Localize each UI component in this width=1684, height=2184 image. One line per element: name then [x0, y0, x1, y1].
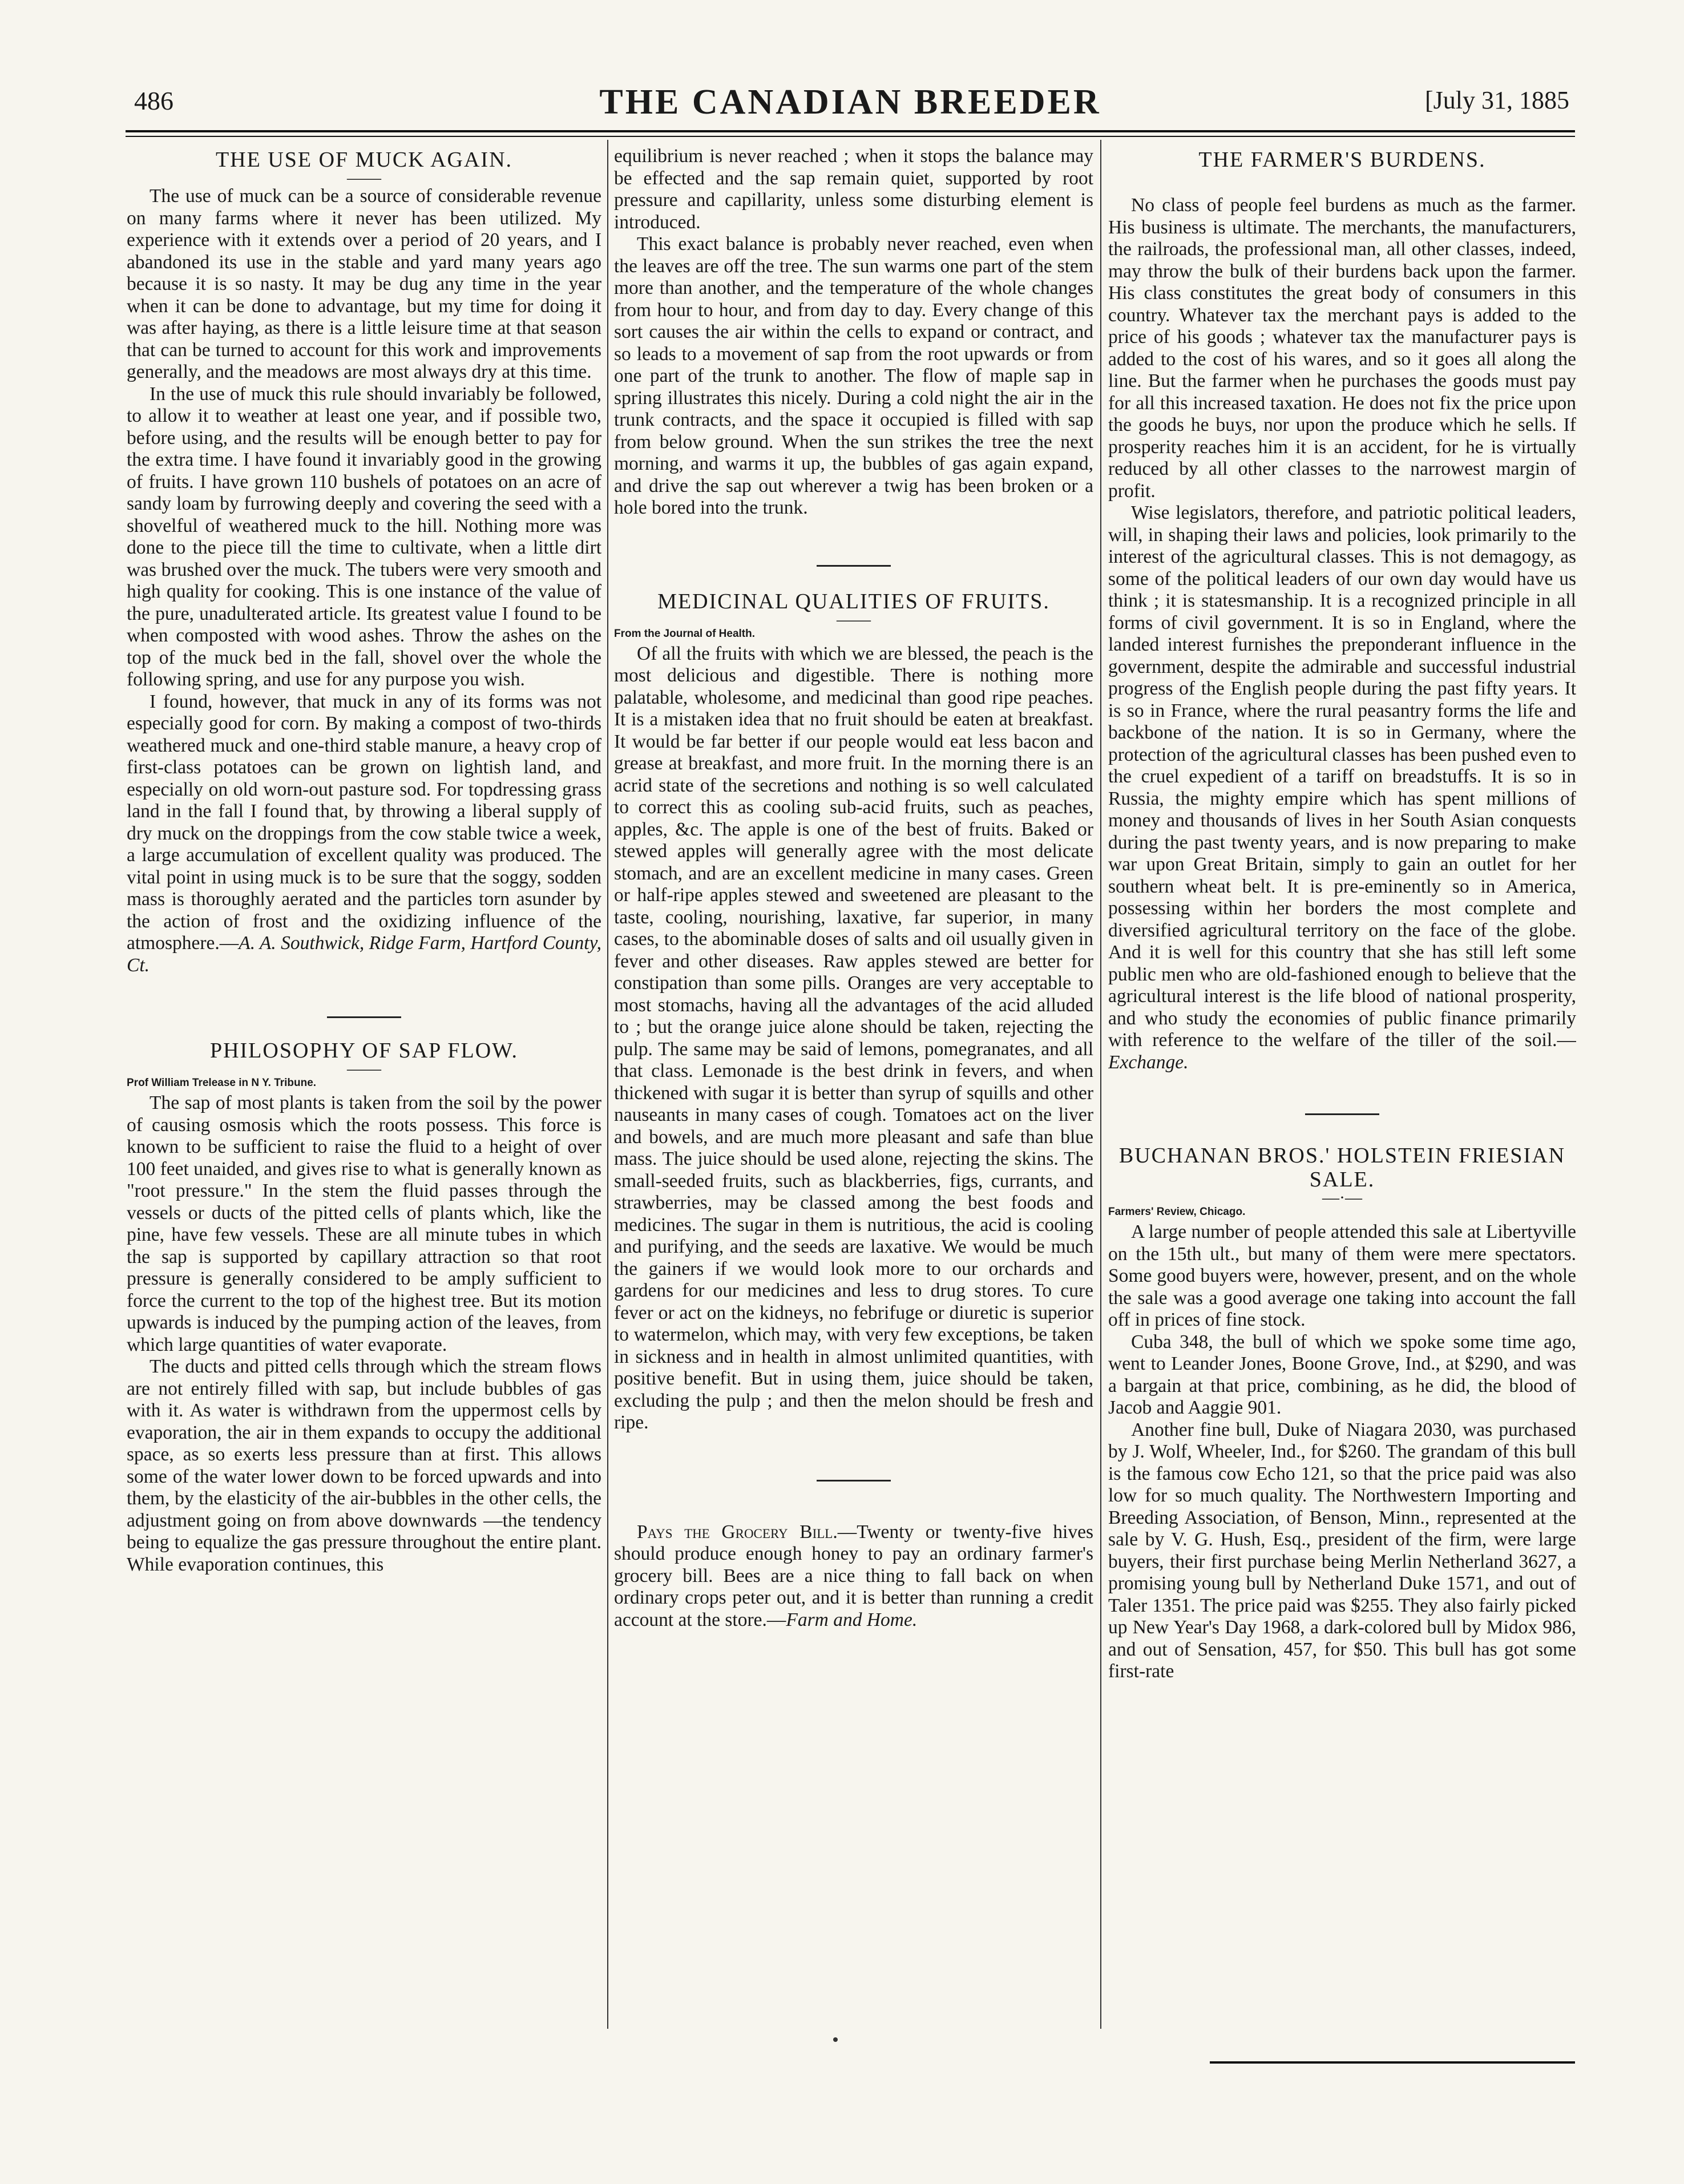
- column-3: [1108, 146, 1576, 2029]
- footer-rule: [1210, 2061, 1575, 2064]
- article-source: From the Journal of Health.: [614, 627, 756, 640]
- heading-dash: ——: [837, 609, 871, 629]
- article-separator: [817, 1480, 891, 1481]
- article-separator: [1305, 1113, 1379, 1115]
- article-signature: Farm and Home.: [786, 1609, 918, 1630]
- column-divider-2: [1100, 140, 1101, 2029]
- article-heading-farmers-burdens: THE FARMER'S BURDENS.: [1198, 148, 1486, 172]
- paragraph: I found, however, that muck in any of its forms was not especially good for corn. By making a compost of two-thirds weathered muck and one-third stable manure, a heavy crop of first-class potatoes can be grown on lightish land, and especially on old worn-out pasture sod. For topdressing grass land in the fall I found that, by throwing a liberal supply of dry muck on the droppings from the cow stable twice a week, a large accumulation of excellent quality was produced. The vital point in using muck is to be sure that the soggy, sodden mass is thoroughly aerated and the particles torn asunder by the action of frost and the oxidizing influence of the atmosphere.—A. A. Southwick, Ridge Farm, Hartford County, Ct.: [127, 691, 601, 976]
- paragraph: The use of muck can be a source of considerable revenue on many farms where it never has been utilized. My experience with it extends over a period of 20 years, and I abandoned its use in the stable and yard many years ago because it is so nasty. It may be dug any time in the year when it can be done to advantage, but my time for doing it was after haying, as there is a little leisure time at that season that can be turned to account for this work and improvements generally, and the meadows are most always dry at this time.: [127, 185, 601, 382]
- article-heading-fruits: MEDICINAL QUALITIES OF FRUITS.: [657, 589, 1050, 613]
- column-1: [127, 146, 601, 2029]
- paragraph: The sap of most plants is taken from the soil by the power of causing osmosis which the roots possess. This force is known to be sufficient to raise the fluid to a height of over 100 feet unaided, and gives rise to what is generally known as "root pressure." In the stem the fluid passes through the vessels or ducts of the pitted cells of plants which, like the pine, have few vessels. These are all minute tubes in which the sap is supported by capillary attraction so that root pressure is generally considered to be amply sufficient to force the current to the top of the highest tree. But its motion upwards is induced by the pumping action of the leaves, from which large quantities of water evaporate.: [127, 1092, 601, 1355]
- paragraph: The ducts and pitted cells through which the stream flows are not entirely filled with sap, but include bubbles of gas with it. As water is withdrawn from the uppermost cells by evaporation, the air in them expands to occupy the additional space, as so exerts less pressure than at first. This allows some of the water lower down to be forced upwards and into them, by the elasticity of the air-bubbles in the other cells, the adjustment going on from above downwards —the tendency being to equalize the gas pressure throughout the entire plant. While evaporation continues, this: [127, 1356, 601, 1575]
- newspaper-title: THE CANADIAN BREEDER: [599, 83, 1101, 122]
- paragraph: This exact balance is probably never reached, even when the leaves are off the tree. The sun warms one part of the stem more than another, and the temperature of the whole changes from hour to hour, and from day to day. Every change of this sort causes the air within the cells to expand or contract, and so leads to a movement of sap from the root upwards or from one part of the trunk to another. The flow of maple sap in spring illustrates this nicely. During a cold night the air in the trunk contracts, and the space it occupied is filled with sap from below ground. When the sun strikes the tree the next morning, and warms it up, the bubbles of gas again expand, and drive the sap out wherever a twig has been broken or a hole bored into the trunk.: [614, 233, 1093, 518]
- paragraph: Cuba 348, the bull of which we spoke some time ago, went to Leander Jones, Boone Grove, Ind., at $290, and was a bargain at that price, combining, as he did, the blood of Jacob and Aaggie 901.: [1108, 1331, 1576, 1418]
- masthead: [128, 83, 1572, 126]
- paragraph: Of all the fruits with which we are blessed, the peach is the most delicious and digestible. There is nothing more palatable, wholesome, and medicinal than good ripe peaches. It is a mistaken idea that no fruit should be eaten at breakfast. It would be far better if our people would eat less bacon and grease at breakfast, and more fruit. In the morning there is an acrid state of the secretions and nothing is so well calculated to correct this as cooling sub-acid fruits, such as peaches, apples, &c. The apple is one of the best of fruits. Baked or stewed apples will generally agree with the most delicate stomach, and are an excellent medicine in many cases. Green or half-ripe apples stewed and sweetened are pleasant to the taste, cooling, nourishing, laxative, far superior, in many cases, to the abominable doses of salts and oil usually given in fever and other diseases. Raw apples stewed are better for constipation than some pills. Oranges are very acceptable to most stomachs, having all the advantages of the acid alluded to ; but the orange juice alone should be taken, rejecting the pulp. The same may be said of lemons, pomegranates, and all that class. Lemonade is the best drink in fevers, and when thickened with sugar it is better than syrup of squills and other nauseants in many cases of cough. Tomatoes act on the liver and bowels, and are much more pleasant and safe than blue mass. The juice should be used alone, rejecting the skins. The small-seeded fruits, such as blackberries, figs, currants, and strawberries, may be classed among the best foods and medicines. The sugar in them is nutritious, the acid is cooling and purifying, and the seeds are laxative. We would be much the gainers if we would look more to our orchards and gardens for our medicines and less to drug stores. To cure fever or act on the kidneys, no febrifuge or diuretic is superior to watermelon, which may, with very few exceptions, be taken in sickness and in health in almost unlimited quantities, with positive benefit. But in using them, juice should be taken, excluding the pulp ; and then the melon should be fresh and ripe.: [614, 643, 1093, 1433]
- issue-date: [July 31, 1885: [1425, 86, 1569, 114]
- article-separator: [817, 565, 891, 567]
- page-number: 486: [134, 86, 173, 115]
- paragraph: In the use of muck this rule should invariably be followed, to allow it to weather at least one year, and if possible two, before using, and the results will be enough better to pay for the extra time. I have found it invariably good in the growing of fruits. I have grown 110 bushels of potatoes on an acre of sandy loam by furrowing deeply and covering the seed with a shovelful of weathered muck to the hill. Nothing more was done to the piece till the time to cultivate, when a little dirt was brushed over the muck. The tubers were very smooth and high quality for cooking. This is one instance of the value of the pure, unadulterated article. Its greatest value I found to be when composted with wood ashes. Throw the ashes on the top of the muck bed in the fall, shovel over the whole the following spring, and use for any purpose you wish.: [127, 383, 601, 690]
- column-2: [614, 146, 1093, 2029]
- column-divider-1: [607, 140, 608, 2029]
- paragraph: No class of people feel burdens as much as the farmer. His business is ultimate. The merchants, the manufacturers, the railroads, the professional man, all other classes, indeed, may throw the bulk of their burdens back upon the farmer. His class constitutes the great body of consumers in this country. Whatever tax the merchant pays is added to the price of his goods ; whatever tax the manufacturer pays is added to the cost of his wares, and so it goes all along the line. But the farmer when he purchases the goods must pay for all this increased taxation. He does not fix the price upon the goods he buys, nor upon the produce which he sells. If prosperity reaches him it is an accident, for he is virtually reduced by all other classes to the narrowest margin of profit.: [1108, 195, 1576, 502]
- paragraph: equilibrium is never reached ; when it stops the balance may be effected and the sap remain quiet, supported by root pressure and capillarity, unless some disturbing element is introduced.: [614, 146, 1093, 233]
- paragraph: A large number of people attended this sale at Libertyville on the 15th ult., but many of them were mere spectators. Some good buyers were, however, present, and on the whole the sale was a good average one taking into account the fall off in prices of fine stock.: [1108, 1221, 1576, 1330]
- article-heading-holstein-sale: BUCHANAN BROS.' HOLSTEIN FRIESIAN SALE.: [1118, 1144, 1566, 1192]
- lead-in: Pays the Grocery Bill.: [637, 1521, 838, 1543]
- article-separator: [327, 1016, 401, 1018]
- paragraph: Another fine bull, Duke of Niagara 2030, was purchased by J. Wolf, Wheeler, Ind., for $260. The grandam of this bull is the famous cow Echo 121, so that the price paid was also low for so much quality. The Northwestern Importing and Breeding Association, of Benson, Minn., represented at the sale by V. G. Hush, Esq., president of the firm, were large buyers, their first purchase being Merlin Netherland 3627, a promising young bull by Netherland Duke 1571, and out of Taler 1351. The price paid was $255. They also fairly picked up New Year's Day 1968, a dark-colored bull by Midox 986, and out of Sensation, 457, for $50. This bull has got some first-rate: [1108, 1419, 1576, 1682]
- article-heading-muck: THE USE OF MUCK AGAIN.: [215, 148, 513, 172]
- header-rule-thin: [126, 136, 1575, 137]
- article-signature: A. A. Southwick, Ridge Farm, Hartford County, Ct.: [127, 932, 601, 976]
- article-source: Prof William Trelease in N Y. Tribune.: [127, 1077, 317, 1089]
- printer-mark: [833, 2037, 838, 2042]
- article-heading-sap-flow: PHILOSOPHY OF SAP FLOW.: [209, 1039, 519, 1063]
- article-signature: Exchange.: [1108, 1051, 1189, 1073]
- paragraph: Wise legislators, therefore, and patriotic political leaders, will, in shaping their laws and policies, look primarily to the interest of the agricultural classes. This is not demagogy, as some of the political leaders of our own day would have us think ; it is statesmanship. It is a recognized principle in all forms of civil government. It is so in England, where the landed interest furnishes the preponderant influence in the government, despite the admirable and successful industrial progress of the English people during the past fifty years. It is so in France, where the rural peasantry forms the life and backbone of the nation. It is so in Germany, where the protection of the agricultural classes has been pushed even to the cruel expedient of a tariff on breadstuffs. It is so in Russia, the mighty empire which has spent millions of money and thousands of lives in her South Asian conquests during the past twenty years, and is now preparing to make war upon Great Britain, simply to gain an outlet for her southern wheat belt. It is pre-eminently so in America, possessing within her borders the most complete and diversified agricultural territory on the face of the globe. And it is well for this country that she has still left some public men who are old-fashioned enough to believe that the agricultural interest is the life blood of national prosperity, and who study the economies of public finance primarily with reference to the welfare of the tiller of the soil.—Exchange.: [1108, 502, 1576, 1073]
- heading-dash: ——: [347, 1059, 381, 1078]
- article-source: Farmers' Review, Chicago.: [1108, 1206, 1246, 1218]
- header-rule-thick: [126, 130, 1575, 132]
- heading-dash: —·—: [1322, 1188, 1362, 1207]
- heading-dash: ——: [347, 168, 381, 187]
- paragraph: Pays the Grocery Bill.—Twenty or twenty-five hives should produce enough honey to pay an ordinary farmer's grocery bill. Bees are a nice thing to fall back on when ordinary crops peter out, and it is better than running a credit account at the store.—Farm and Home.: [614, 1521, 1093, 1630]
